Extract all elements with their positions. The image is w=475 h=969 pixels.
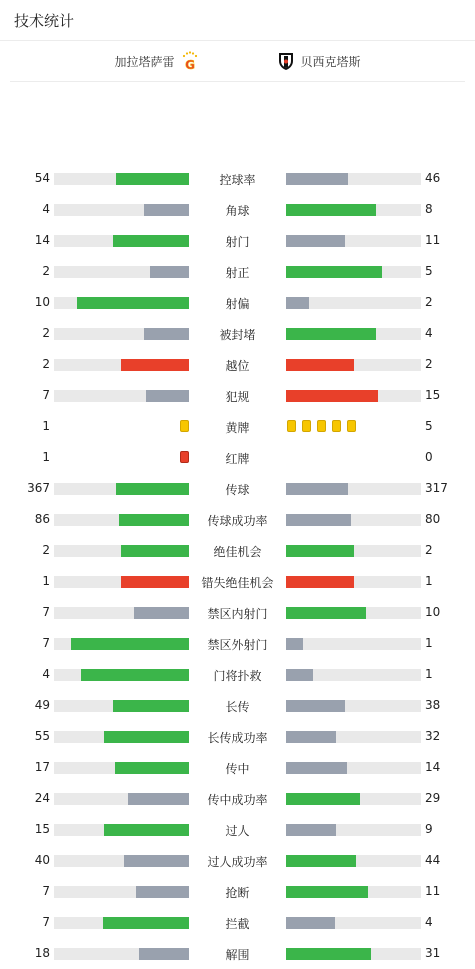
away-bar	[286, 483, 348, 495]
away-bar-track	[286, 948, 421, 960]
red-card-icon	[180, 451, 189, 463]
away-value: 4	[425, 326, 433, 340]
stat-row	[0, 814, 475, 845]
home-bar	[139, 948, 189, 960]
home-bar	[150, 266, 189, 278]
away-bar-track	[286, 731, 421, 743]
stat-label: 过人成功率	[207, 855, 268, 869]
home-value: 10	[34, 295, 50, 309]
stat-row	[0, 938, 475, 969]
home-bar	[77, 297, 189, 309]
stat-label: 长传	[225, 700, 250, 714]
away-value: 1	[425, 667, 433, 681]
besiktas-logo-icon	[275, 50, 297, 72]
away-bar-track	[286, 173, 421, 185]
home-bar	[116, 173, 189, 185]
stat-label: 长传成功率	[207, 731, 268, 745]
away-value: 10	[425, 605, 441, 619]
away-value: 11	[425, 884, 441, 898]
home-bar-track	[54, 328, 189, 340]
home-bar	[144, 328, 189, 340]
stat-label: 拦截	[225, 917, 250, 931]
home-bar-track	[54, 297, 189, 309]
away-bar	[286, 793, 360, 805]
away-value: 14	[425, 760, 441, 774]
home-value: 7	[42, 915, 50, 929]
stat-row	[0, 318, 475, 349]
away-bar-track	[286, 669, 421, 681]
home-bar	[134, 607, 189, 619]
stat-row	[0, 163, 475, 194]
stat-label: 传中	[225, 762, 250, 776]
stat-row	[0, 876, 475, 907]
home-bar-track	[54, 824, 189, 836]
svg-text:G: G	[184, 58, 195, 72]
stat-row	[0, 256, 475, 287]
away-value: 9	[425, 822, 433, 836]
stat-label: 过人	[225, 824, 250, 838]
home-value: 40	[34, 853, 50, 867]
galatasaray-logo-icon	[179, 50, 201, 72]
away-bar-track	[286, 576, 421, 588]
away-bar	[286, 576, 354, 588]
away-bar	[286, 328, 376, 340]
home-bar-track	[54, 700, 189, 712]
home-bar-track	[54, 204, 189, 216]
away-value: 0	[425, 450, 433, 464]
away-bar-track	[286, 638, 421, 650]
stat-label: 射门	[225, 235, 250, 249]
stat-row	[0, 380, 475, 411]
home-value: 54	[34, 171, 50, 185]
stat-row	[0, 473, 475, 504]
home-value: 1	[42, 450, 50, 464]
away-bar-track	[286, 514, 421, 526]
stat-label: 错失绝佳机会	[201, 576, 274, 590]
away-bar	[286, 762, 347, 774]
yellow-card-icon	[332, 420, 341, 432]
stat-label: 门将扑救	[213, 669, 262, 683]
stat-label: 抢断	[225, 886, 250, 900]
away-bar	[286, 297, 309, 309]
away-value: 5	[425, 419, 433, 433]
stat-label: 越位	[225, 359, 250, 373]
away-bar	[286, 545, 354, 557]
home-bar	[121, 359, 189, 371]
home-bar-track	[54, 235, 189, 247]
away-bar	[286, 359, 354, 371]
home-value: 86	[34, 512, 50, 526]
away-bar	[286, 700, 345, 712]
away-bar-track	[286, 359, 421, 371]
away-bar	[286, 173, 348, 185]
home-value: 14	[34, 233, 50, 247]
stat-label: 黄牌	[225, 421, 250, 435]
home-bar-track	[54, 638, 189, 650]
away-value: 2	[425, 357, 433, 371]
home-bar	[119, 514, 189, 526]
home-bar-track	[54, 917, 189, 929]
away-value: 38	[425, 698, 441, 712]
home-value: 4	[42, 667, 50, 681]
away-value: 32	[425, 729, 441, 743]
home-bar-track	[54, 576, 189, 588]
away-bar-track	[286, 855, 421, 867]
home-bar	[146, 390, 189, 402]
home-bar-track	[54, 793, 189, 805]
stat-row	[0, 566, 475, 597]
yellow-card-icon	[180, 420, 189, 432]
away-bar	[286, 514, 351, 526]
home-value: 7	[42, 884, 50, 898]
home-bar	[124, 855, 189, 867]
home-value: 1	[42, 419, 50, 433]
yellow-card-icon	[347, 420, 356, 432]
home-bar-track	[54, 266, 189, 278]
home-bar	[128, 793, 189, 805]
home-bar	[104, 824, 189, 836]
home-bar	[115, 762, 189, 774]
away-bar-track	[286, 483, 421, 495]
stat-row	[0, 597, 475, 628]
home-bar-track	[54, 173, 189, 185]
away-value: 317	[425, 481, 448, 495]
away-bar	[286, 266, 382, 278]
home-bar-track	[54, 483, 189, 495]
home-bar-track	[54, 390, 189, 402]
home-bar	[113, 700, 189, 712]
stat-row	[0, 411, 475, 442]
home-value: 4	[42, 202, 50, 216]
away-bar-track	[286, 762, 421, 774]
home-bar-track	[54, 359, 189, 371]
title-bar	[0, 0, 475, 41]
home-bar-track	[54, 514, 189, 526]
stat-label: 禁区外射门	[207, 638, 268, 652]
home-value: 18	[34, 946, 50, 960]
stat-row	[0, 194, 475, 225]
yellow-card-icon	[317, 420, 326, 432]
home-bar	[121, 576, 189, 588]
away-value: 1	[425, 636, 433, 650]
away-team-name: 贝西克塔斯	[300, 54, 361, 69]
stat-row	[0, 287, 475, 318]
stat-row	[0, 752, 475, 783]
stat-row	[0, 783, 475, 814]
stat-row	[0, 628, 475, 659]
stat-label: 红牌	[225, 452, 250, 466]
away-value: 31	[425, 946, 441, 960]
away-bar	[286, 638, 303, 650]
home-bar-track	[54, 731, 189, 743]
stat-label: 角球	[225, 204, 250, 218]
home-value: 7	[42, 388, 50, 402]
away-value: 8	[425, 202, 433, 216]
stat-label: 传中成功率	[207, 793, 268, 807]
home-value: 2	[42, 326, 50, 340]
stat-row	[0, 349, 475, 380]
away-value: 2	[425, 295, 433, 309]
home-bar	[144, 204, 189, 216]
home-bar-track	[54, 855, 189, 867]
away-value: 44	[425, 853, 441, 867]
home-bar-track	[54, 669, 189, 681]
stat-label: 犯规	[225, 390, 250, 404]
away-bar-track	[286, 204, 421, 216]
away-bar	[286, 235, 345, 247]
home-value: 2	[42, 264, 50, 278]
away-bar	[286, 607, 366, 619]
stat-label: 禁区内射门	[207, 607, 268, 621]
away-bar	[286, 824, 336, 836]
away-bar-track	[286, 328, 421, 340]
stat-row	[0, 659, 475, 690]
away-bar	[286, 731, 336, 743]
away-value: 29	[425, 791, 441, 805]
home-bar-track	[54, 607, 189, 619]
page-title: 技术统计	[14, 11, 75, 30]
stat-row	[0, 721, 475, 752]
stat-row	[0, 225, 475, 256]
home-value: 49	[34, 698, 50, 712]
stat-row	[0, 535, 475, 566]
home-value: 24	[34, 791, 50, 805]
stat-label: 传球成功率	[207, 514, 268, 528]
stat-label: 绝佳机会	[213, 545, 262, 559]
away-value: 4	[425, 915, 433, 929]
away-bar-track	[286, 700, 421, 712]
away-value: 5	[425, 264, 433, 278]
away-bar-track	[286, 824, 421, 836]
yellow-card-icon	[302, 420, 311, 432]
yellow-card-icon	[287, 420, 296, 432]
away-bar-track	[286, 390, 421, 402]
home-bar-track	[54, 948, 189, 960]
away-bar-track	[286, 607, 421, 619]
stat-label: 射正	[225, 266, 250, 280]
stat-row	[0, 442, 475, 473]
home-bar-track	[54, 545, 189, 557]
away-bar-track	[286, 545, 421, 557]
stat-row	[0, 690, 475, 721]
home-value: 367	[27, 481, 50, 495]
stat-label: 射偏	[225, 297, 250, 311]
home-bar	[121, 545, 189, 557]
away-value: 80	[425, 512, 441, 526]
home-value: 15	[34, 822, 50, 836]
away-bar	[286, 669, 313, 681]
away-value: 46	[425, 171, 441, 185]
home-value: 55	[34, 729, 50, 743]
away-value: 2	[425, 543, 433, 557]
home-bar	[113, 235, 189, 247]
stat-label: 被封堵	[219, 328, 256, 342]
away-bar-track	[286, 297, 421, 309]
home-team-name: 加拉塔萨雷	[114, 54, 175, 69]
stat-label: 解围	[225, 948, 250, 962]
stat-label: 传球	[225, 483, 250, 497]
home-value: 7	[42, 605, 50, 619]
away-bar	[286, 855, 356, 867]
away-bar	[286, 204, 376, 216]
home-value: 2	[42, 543, 50, 557]
away-value: 11	[425, 233, 441, 247]
home-bar-track	[54, 762, 189, 774]
away-bar	[286, 917, 335, 929]
away-bar	[286, 948, 371, 960]
away-bar-track	[286, 793, 421, 805]
home-value: 2	[42, 357, 50, 371]
home-bar	[104, 731, 189, 743]
home-bar	[81, 669, 189, 681]
away-value: 15	[425, 388, 441, 402]
away-bar-track	[286, 266, 421, 278]
away-bar	[286, 390, 378, 402]
home-value: 7	[42, 636, 50, 650]
away-value: 1	[425, 574, 433, 588]
stat-label: 控球率	[219, 173, 256, 187]
home-bar	[103, 917, 189, 929]
home-value: 17	[34, 760, 50, 774]
home-bar	[116, 483, 189, 495]
away-bar-track	[286, 235, 421, 247]
home-value: 1	[42, 574, 50, 588]
stat-row	[0, 504, 475, 535]
home-team[interactable]	[10, 50, 255, 72]
stat-row	[0, 845, 475, 876]
stat-row	[0, 907, 475, 938]
team-header	[10, 41, 465, 82]
away-team[interactable]	[255, 50, 466, 72]
away-bar-track	[286, 917, 421, 929]
home-bar	[71, 638, 189, 650]
